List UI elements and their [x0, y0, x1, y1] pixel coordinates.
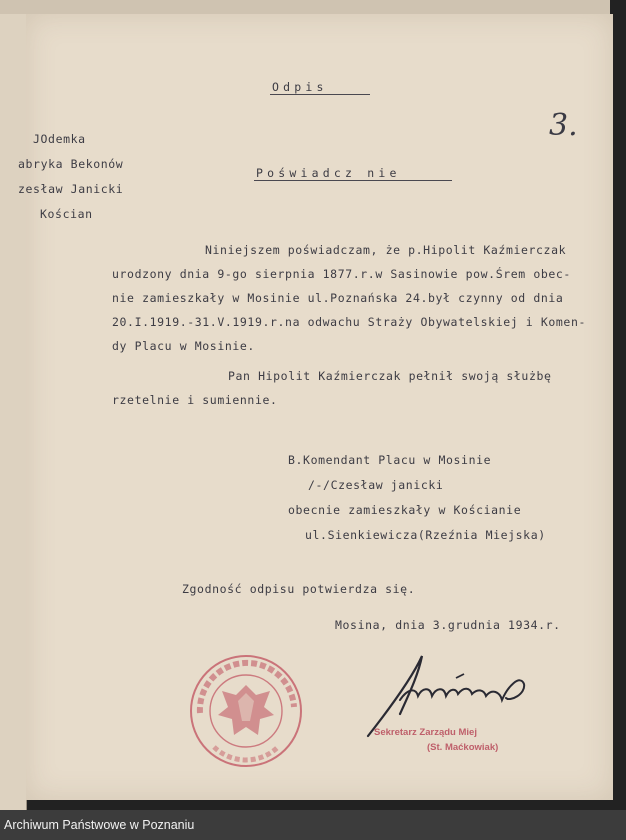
body-line-2: urodzony dnia 9-go sierpnia 1877.r.w Sasinowie pow.Śrem obec-	[112, 267, 571, 281]
signatory-line-1: B.Komendant Placu w Mosinie	[288, 453, 492, 467]
underlying-page-edge	[0, 0, 27, 810]
sender-line-2: abryka Bekonów	[18, 157, 124, 171]
body-line-7: rzetelnie i sumiennie.	[112, 393, 278, 407]
place-date-line: Mosina, dnia 3.grudnia 1934.r.	[335, 618, 561, 632]
secretary-stamp-line-1: Sekretarz Zarządu Miej	[374, 727, 477, 738]
body-line-6: Pan Hipolit Kaźmierczak pełnił swoją służbę	[228, 369, 552, 383]
signatory-line-3: obecnie zamieszkały w Kościanie	[288, 503, 522, 517]
sender-line-1: JOdemka	[33, 132, 86, 146]
signatory-line-4: ul.Sienkiewicza(Rzeźnia Miejska)	[305, 528, 546, 542]
document-title: Poświadcz nie	[256, 166, 401, 180]
municipal-seal-stamp	[186, 651, 306, 771]
sender-line-4: Kościan	[40, 207, 93, 221]
top-scan-strip	[0, 0, 610, 14]
body-line-3: nie zamieszkały w Mosinie ul.Poznańska 24.był czynny od dnia	[112, 291, 564, 305]
archive-name: Archiwum Państwowe w Poznaniu	[4, 818, 195, 832]
heading-underline	[270, 94, 370, 95]
heading-odpis: Odpis	[272, 80, 328, 94]
secretary-stamp-line-2: (St. Maćkowiak)	[427, 742, 499, 753]
title-underline	[254, 180, 452, 181]
page-number: 3.	[549, 108, 578, 143]
certification-line: Zgodność odpisu potwierdza się.	[182, 582, 416, 596]
body-line-5: dy Placu w Mosinie.	[112, 339, 255, 353]
body-line-1: Niniejszem poświadczam, że p.Hipolit Kaźmierczak	[205, 243, 567, 257]
archive-footer-bar	[0, 810, 626, 840]
sender-line-3: zesław Janicki	[18, 182, 124, 196]
signatory-line-2: /-/Czesław janicki	[308, 478, 444, 492]
body-line-4: 20.I.1919.-31.V.1919.r.na odwachu Straży Obywatelskiej i Komen-	[112, 315, 586, 329]
